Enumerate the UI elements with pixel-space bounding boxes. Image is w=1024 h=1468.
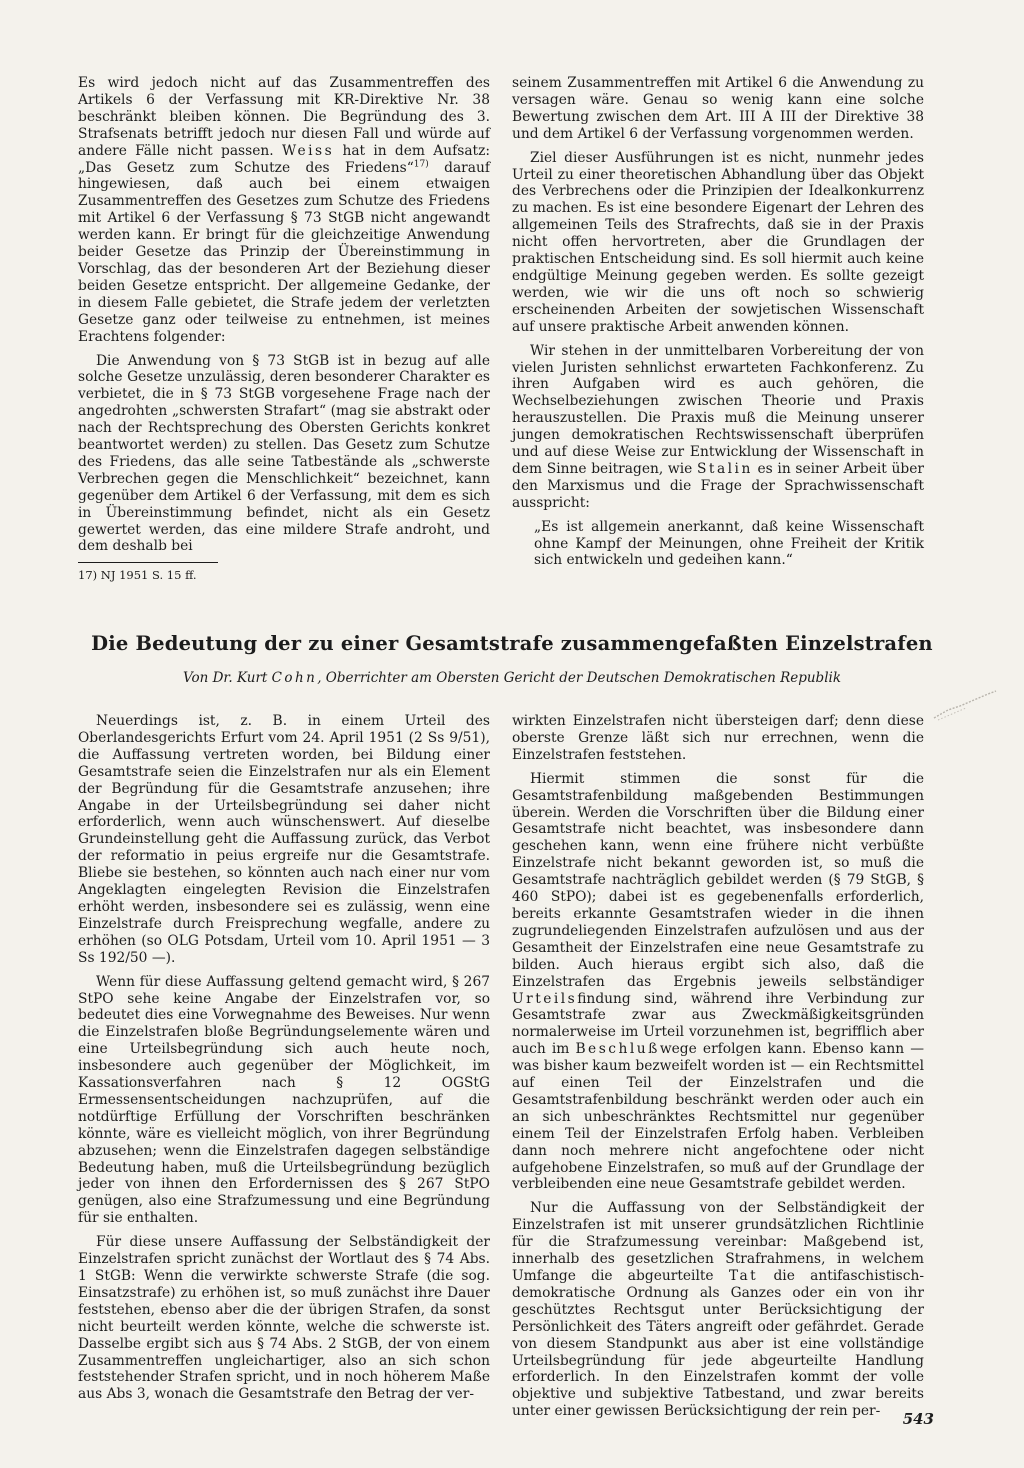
byline: Von Dr. Kurt Cohn, Oberrichter am Obersten Gericht der Deutschen Demokratischen Republik (182, 670, 842, 686)
footnote-ref: 17) (413, 158, 429, 169)
article-left-column (78, 713, 490, 1410)
paragraph: Wir stehen in der unmittelbaren Vorbereitung der von vielen Juristen sehnlichst erwarteten Fachkonferenz. Zu ihren Aufgaben wird es auch gehören, die Wechselbeziehungen zwischen Theorie und Praxis herauszustellen. Die Praxis muß die Meinung unserer jungen demokratischen Rechtswissenschaft überprüfen und auf diese Weise zur Entwicklung der Wissenschaft in dem Sinne beitragen, wie Stalin es in seiner Arbeit über den Marxismus und die Frage der Sprachwissenschaft ausspricht: (512, 342, 924, 511)
emphasis: Urteils (512, 990, 578, 1007)
emphasis: Beschluß (575, 1041, 660, 1058)
pencil-mark (930, 688, 1000, 724)
paragraph: Ziel dieser Ausführungen ist es nicht, nunmehr jedes Urteil zu einer theoretischen Abhandlung über das Objekt des Verbrechens oder die Prinzipien der Idealkonkurrenz zu machen. Es ist eine besondere Eigenart der Lehren des allgemeinen Teils des Strafrechts, daß sie in der Praxis nicht offen hervortreten, aber die Grundlagen der praktischen Entscheidung sind. Es soll hiermit auch keine endgültige Meinung gegeben werden. Es sollte gezeigt werden, wie wir die uns oft noch so schwierig erscheinenden Arbeiten der sowjetischen Wissenschaft auf unsere praktische Arbeit anwenden können. (512, 149, 924, 335)
paragraph: Wenn für diese Auffassung geltend gemacht wird, § 267 StPO sehe keine Angabe der Einzelstrafen vor, so bedeutet dies eine Vorwegnahme des Beweises. Nur wenn die Einzelstrafen bloße Begründungselemente wären und eine Urteilsbegründung sich auch heute noch, insbesondere auch gegenüber der Möglichkeit, im Kassationsverfahren nach § 12 OGStG Ermessensentscheidungen nachzuprüfen, auf die notdürftige Erfüllung der Vorschriften beschränken könnte, wäre es vielleicht möglich, von ihrer Begründung abzusehen; wenn die Einzelstrafen dagegen selbständige Bedeutung haben, muß die Urteilsbegründung bezüglich jeder von ihnen den Erfordernissen des § 267 StPO genügen, also eine Strafzumessung und eine Begründung für sie enthalten. (78, 973, 490, 1227)
footnote: 17) NJ 1951 S. 15 ff. (78, 568, 197, 583)
paragraph: Die Anwendung von § 73 StGB ist in bezug auf alle solche Gesetze unzulässig, deren besonderer Charakter es verbietet, die in § 73 StGB vorgesehene Frage nach der angedrohten „schwersten Strafart“ (mag sie abstrakt oder nach der Rechtsprechung des Obersten Gerichts konkret beantwortet werden) zu stellen. Das Gesetz zum Schutze des Friedens, das alle seine Tatbestände als „schwerste Verbrechen gegen die Menschlichkeit“ bezeichnet, kann gegenüber dem Artikel 6 der Verfassung, mit dem es sich in Übereinstimmung befindet, nicht als ein Gesetz gewertet werden, das eine mildere Strafe androht, und dem deshalb bei (78, 352, 490, 555)
paragraph: Hiermit stimmen die sonst für die Gesamtstrafenbildung maßgebenden Bestimmungen überein. Werden die Vorschriften über die Bildung einer Gesamtstrafe nicht beachtet, was insbesondere dann geschehen kann, wenn eine frühere nicht verbüßte Einzelstrafe nicht bekannt geworden ist, so muß die Gesamtstrafe nachträglich gebildet werden (§ 79 StGB, § 460 StPO); dabei ist es gegebenenfalls erforderlich, bereits erkannte Gesamtstrafen wieder in die ihnen zugrundeliegenden Einzelstrafen aufzulösen und aus der Gesamtheit der Einzelstrafen eine neue Gesamtstrafe zu bilden. Auch hieraus ergibt sich also, daß die Einzelstrafen das Ergebnis jeweils selbständiger Urteilsfindung sind, während ihre Verbindung zur Gesamtstrafe zwar aus Zweckmäßigkeitsgründen normalerweise im Urteil vorzunehmen ist, begrifflich aber auch im Beschlußwege erfolgen kann. Ebenso kann — was bisher kaum bezweifelt worden ist — ein Rechtsmittel auf einen Teil der Einzelstrafen und die Gesamtstrafenbildung beschränkt werden oder auch ein an sich unbeschränktes Rechtsmittel nur gegenüber einem Teil der Einzelstrafen Erfolg haben. Verbleiben dann noch mehrere nicht angefochtene oder nicht aufgehobene Einzelstrafen, so muß auf der Grundlage der verbleibenden eine neue Gesamtstrafe gebildet werden. (512, 770, 925, 1193)
paragraph: Nur die Auffassung von der Selbständigkeit der Einzelstrafen ist mit unserer grundsätzlichen Richtlinie für die Strafzumessung vereinbar: Maßgebend ist, innerhalb des gesetzlichen Strafrahmens, in welchem Umfange die abgeurteilte Tat die antifaschistisch-demokratische Ordnung als Ganzes oder ein von ihr geschütztes Rechtsgut unter Berücksichtigung der Persönlichkeit des Täters angreift oder gefährdet. Gerade von diesem Standpunkt aus aber ist eine vollständige Urteilsbegründung für jede abgeurteilte Handlung erforderlich. In den Einzelstrafen kommt der volle objektive und subjektive Tatbestand, und zwar bereits unter einer gewissen Berücksichtigung der rein per- (512, 1200, 924, 1420)
article-right-column (512, 713, 924, 1427)
paragraph: seinem Zusammentreffen mit Artikel 6 die Anwendung zu versagen wäre. Genau so wenig kann eine solche Bewertung zwischen dem Art. III A III der Direktive 38 und dem Artikel 6 der Verfassung vorgenommen werden. (512, 75, 924, 142)
emphasis: Tat (728, 1268, 759, 1284)
author-name: Weiss (281, 142, 335, 159)
article-title: Die Bedeutung der zu einer Gesamtstrafe zusammengefaßten Einzelstrafen (91, 632, 933, 655)
author-name: Stalin (696, 460, 753, 477)
quotation: „Es ist allgemein anerkannt, daß keine Wissenschaft ohne Kampf der Meinungen, ohne Freiheit der Kritik sich entwickeln und gedeihen kann.“ (534, 518, 924, 569)
paragraph: Für diese unsere Auffassung der Selbständigkeit der Einzelstrafen spricht zunächst der Wortlaut des § 74 Abs. 1 StGB: Wenn die verwirkte schwerste Strafe (die sog. Einsatzstrafe) zu erhöhen ist, so muß zunächst ihre Dauer feststehen, ebenso aber die der übrigen Strafen, da sonst nicht beurteilt werden könnte, welche die schwerste ist. Dasselbe ergibt sich aus § 74 Abs. 2 StGB, der von einem Zusammentreffen ungleichartiger, also an sich schon feststehender Strafen spricht, und in noch höherem Maße aus Abs 3, wonach die Gesamtstrafe den Betrag der ver- (78, 1234, 490, 1403)
paragraph: wirkten Einzelstrafen nicht übersteigen darf; denn diese oberste Grenze läßt sich nur errechnen, wenn die Einzelstrafen feststehen. (512, 713, 924, 763)
page-number: 543 (902, 1410, 934, 1428)
upper-left-column (78, 75, 490, 589)
paragraph: Es wird jedoch nicht auf das Zusammentreffen des Artikels 6 der Verfassung mit KR-Direktive Nr. 38 beschränkt bleiben können. Die Begründung des 3. Strafsenats betrifft jedoch nur diesen Fall und würde auf andere Fälle nicht passen. Weiss hat in dem Aufsatz: „Das Gesetz zum Schutze des Friedens“$^{17)}$ darauf hingewiesen, daß auch bei einem etwaigen Zusammentreffen des Gesetzes zum Schutze des Friedens mit Artikel 6 der Verfassung § 73 StGB nicht angewandt werden kann. Er bringt für die gleichzeitige Anwendung beider Gesetze das Prinzip der Übereinstimmung in Vorschlag, das der besonderen Art der Beziehung dieser beiden Gesetze entspricht. Der allgemeine Gedanke, der in diesem Falle gebietet, die Strafe jedem der verletzten Gesetze ganz oder teilweise zu entnehmen, ist meines Erachtens folgender: (78, 75, 491, 345)
paragraph: Neuerdings ist, z. B. in einem Urteil des Oberlandesgerichts Erfurt vom 24. April 1951 (2 Ss 9/51), die Auffassung vertreten worden, bei Bildung einer Gesamtstrafe seien die Einzelstrafen nur als ein Element der Begründung für die Gesamtstrafe anzusehen; ihre Angabe in der Urteilsbegründung sei daher nicht erforderlich, wenn auch wünschenswert. Auf dieselbe Grundeinstellung geht die Auffassung zurück, das Verbot der reformatio in peius ergreife nur die Gesamtstrafe. Bliebe sie bestehen, so könnten auch nach einer nur vom Angeklagten eingelegten Revision die Einzelstrafen erhöht werden, insbesondere sei es zulässig, wenn eine Einzelstrafe durch Freisprechung wegfalle, andere zu erhöhen (so OLG Potsdam, Urteil vom 10. April 1951 — 3 Ss 192/50 —). (78, 713, 490, 966)
upper-right-column (512, 75, 924, 569)
footnote-divider (78, 562, 218, 563)
author-name: Cohn (271, 670, 318, 686)
